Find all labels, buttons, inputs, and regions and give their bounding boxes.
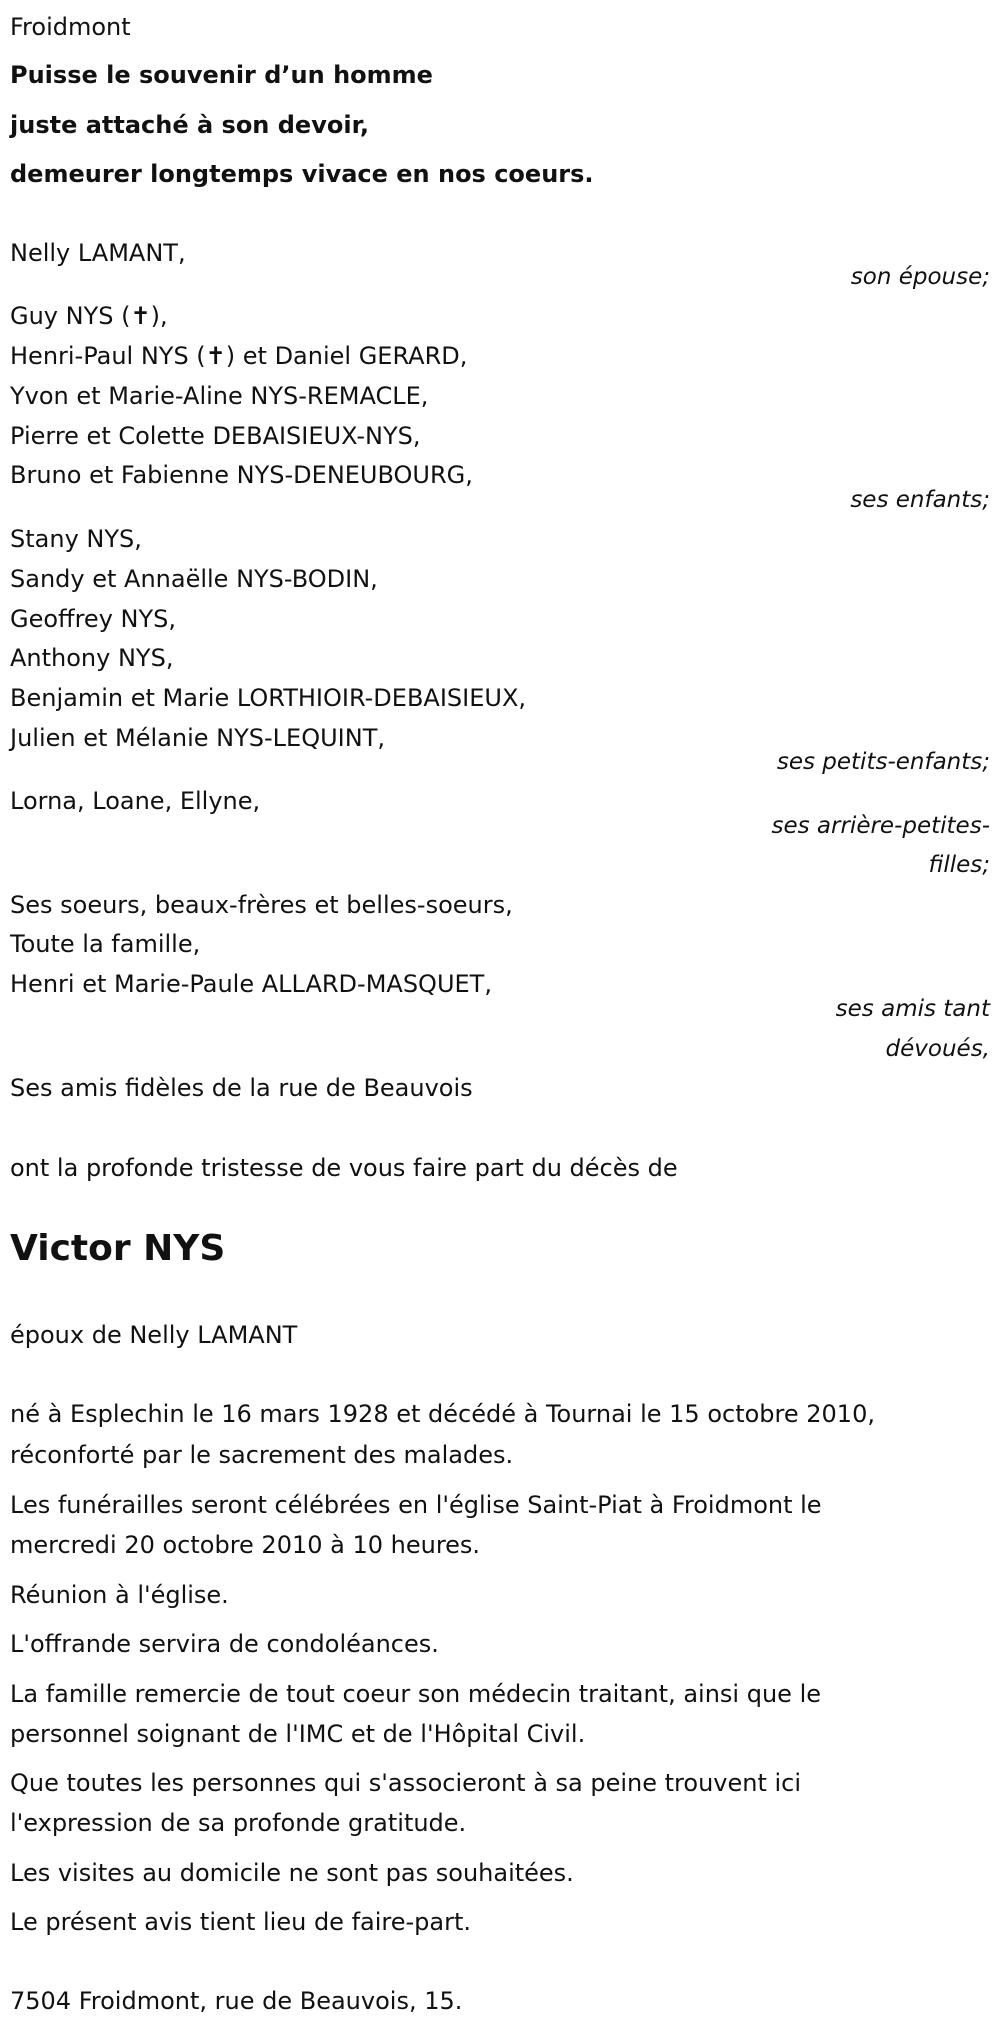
grandchild-name: Sandy et Annaëlle NYS-BODIN, bbox=[10, 565, 378, 593]
detail-line: Le présent avis tient lieu de faire-part. bbox=[10, 1908, 472, 1936]
grandchild-name: Benjamin et Marie LORTHIOIR-DEBAISIEUX, bbox=[10, 684, 527, 712]
role-label: ses arrière-petites- bbox=[771, 813, 990, 839]
grandchild-name: Anthony NYS, bbox=[10, 644, 174, 672]
detail-line: Réunion à l'église. bbox=[10, 1581, 229, 1609]
deceased-name: Victor NYS bbox=[10, 1228, 226, 1269]
friends-line: Ses amis fidèles de la rue de Beauvois bbox=[10, 1074, 473, 1102]
detail-line: Les visites au domicile ne sont pas souhaitées. bbox=[10, 1859, 574, 1887]
relative-name: Toute la famille, bbox=[10, 930, 201, 958]
child-name: Guy NYS (✝), bbox=[10, 302, 168, 330]
grandchild-name: Julien et Mélanie NYS-LEQUINT, bbox=[10, 724, 385, 752]
role-label: dévoués, bbox=[885, 1036, 990, 1062]
role-label: ses petits-enfants; bbox=[776, 749, 990, 775]
role-label: son épouse; bbox=[850, 264, 990, 290]
grandchild-name: Geoffrey NYS, bbox=[10, 605, 176, 633]
detail-line: Que toutes les personnes qui s'associeront à sa peine trouvent ici bbox=[10, 1769, 802, 1797]
address: 7504 Froidmont, rue de Beauvois, 15. bbox=[10, 1987, 463, 2015]
epitaph-line: demeurer longtemps vivace en nos coeurs. bbox=[10, 160, 594, 188]
child-name: Bruno et Fabienne NYS-DENEUBOURG, bbox=[10, 461, 473, 489]
child-name: Yvon et Marie-Aline NYS-REMACLE, bbox=[10, 382, 429, 410]
detail-line: L'offrande servira de condoléances. bbox=[10, 1630, 439, 1658]
detail-line: Les funérailles seront célébrées en l'église Saint-Piat à Froidmont le bbox=[10, 1491, 822, 1519]
relative-name: Ses soeurs, beaux-frères et belles-soeurs, bbox=[10, 891, 513, 919]
relative-name: Henri et Marie-Paule ALLARD-MASQUET, bbox=[10, 970, 492, 998]
epitaph-line: juste attaché à son devoir, bbox=[10, 111, 369, 139]
child-name: Pierre et Colette DEBAISIEUX-NYS, bbox=[10, 422, 421, 450]
detail-line: La famille remercie de tout coeur son médecin traitant, ainsi que le bbox=[10, 1680, 821, 1708]
detail-line: personnel soignant de l'IMC et de l'Hôpital Civil. bbox=[10, 1720, 586, 1748]
epitaph-line: Puisse le souvenir d’un homme bbox=[10, 61, 433, 89]
role-label: filles; bbox=[928, 852, 990, 878]
great-grandchild-names: Lorna, Loane, Ellyne, bbox=[10, 787, 261, 815]
grandchild-name: Stany NYS, bbox=[10, 525, 142, 553]
detail-line: l'expression de sa profonde gratitude. bbox=[10, 1809, 467, 1837]
detail-line: né à Esplechin le 16 mars 1928 et décédé à Tournai le 15 octobre 2010, bbox=[10, 1400, 875, 1428]
spouse-name: Nelly LAMANT, bbox=[10, 239, 186, 267]
detail-line: mercredi 20 octobre 2010 à 10 heures. bbox=[10, 1531, 481, 1559]
role-label: ses enfants; bbox=[850, 487, 990, 513]
deceased-relation: époux de Nelly LAMANT bbox=[10, 1321, 298, 1349]
detail-line: réconforté par le sacrement des malades. bbox=[10, 1441, 514, 1469]
place-name: Froidmont bbox=[10, 13, 131, 41]
child-name: Henri-Paul NYS (✝) et Daniel GERARD, bbox=[10, 342, 468, 370]
role-label: ses amis tant bbox=[835, 996, 990, 1022]
announcement-text: ont la profonde tristesse de vous faire part du décès de bbox=[10, 1154, 678, 1182]
